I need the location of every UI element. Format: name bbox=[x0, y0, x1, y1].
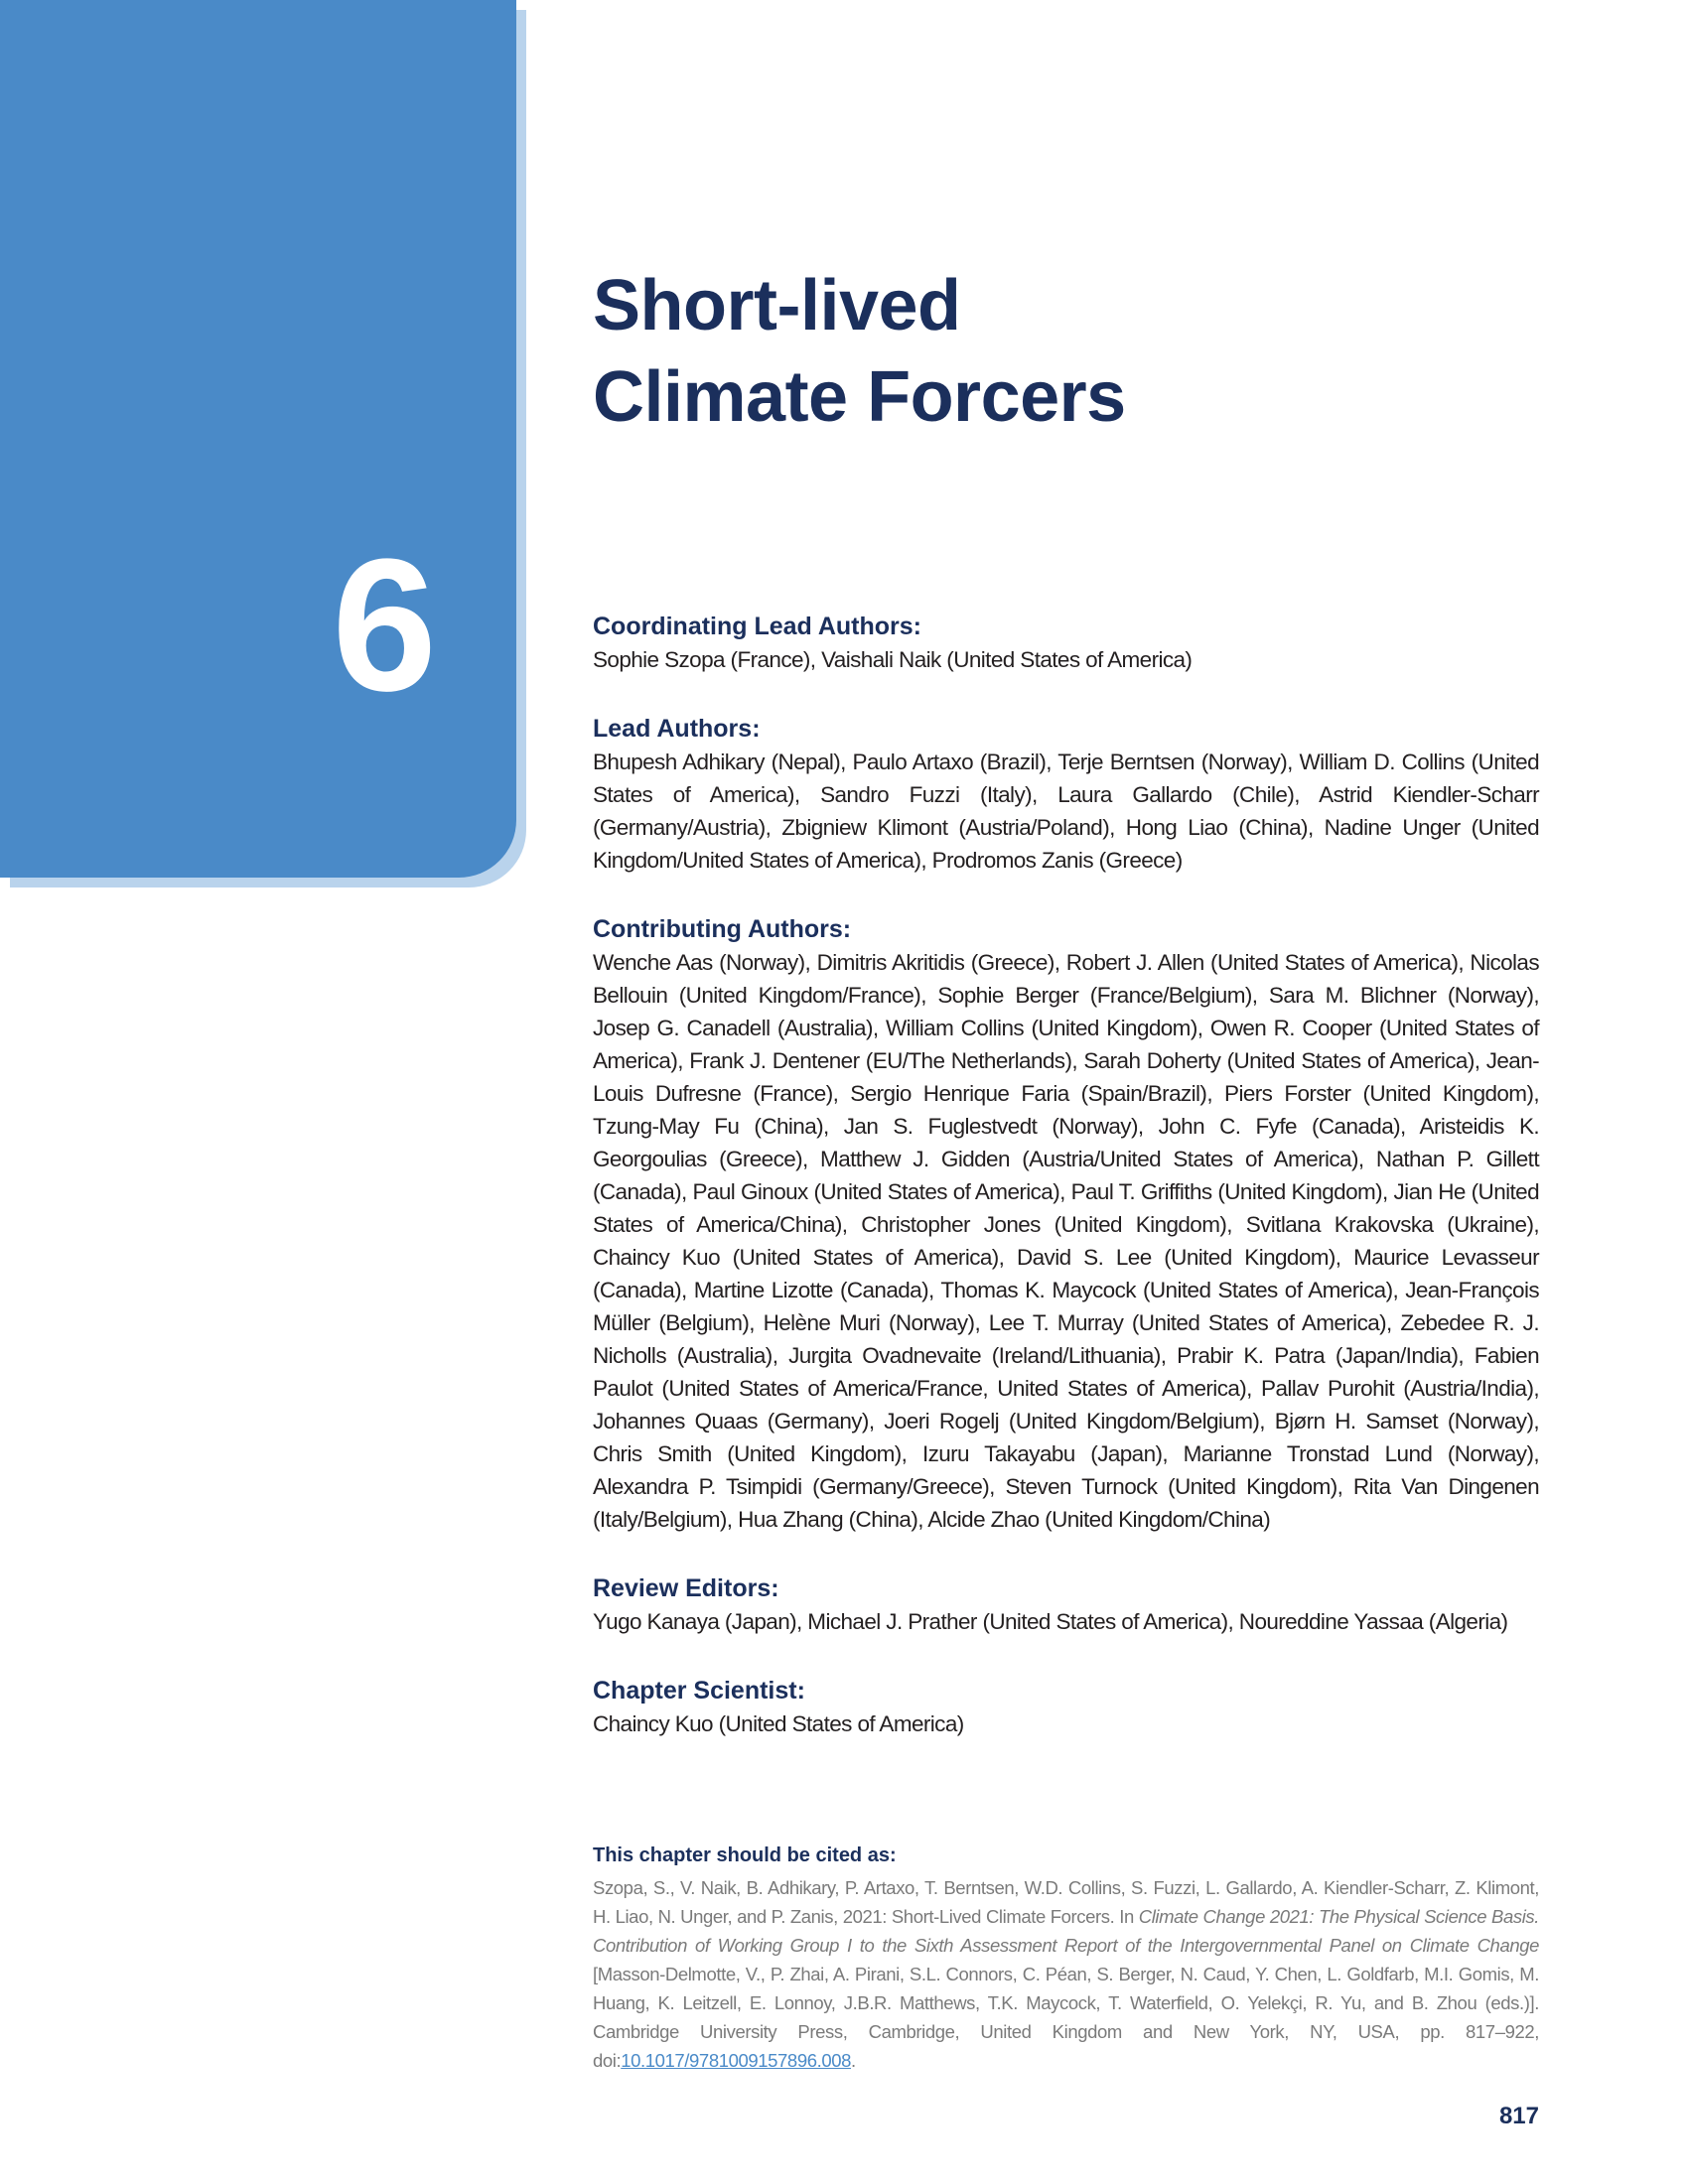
citation-text-part-2: [Masson-Delmotte, V., P. Zhai, A. Pirani, S.L. Connors, C. Péan, S. Berger, N. Caud, Y. Chen, L. Goldfarb, M.I. Gomis, M. Huang, K. Leitzell, E. Lonnoy, J.B.R. Matthews, T.K. Maycock, T. Waterfield, O. Yelekçi, R. Yu, and B. Zhou (eds.)]. Cambridge University Press, Cambridge, United Kingdom and New York, NY, USA, pp. 817–922, doi: bbox=[593, 1964, 1539, 2071]
contributing-authors-heading: Contributing Authors: bbox=[593, 915, 852, 943]
author-list bbox=[593, 610, 1539, 1776]
contributing-authors-text: Wenche Aas (Norway), Dimitris Akritidis (Greece), Robert J. Allen (United States of America), Nicolas Bellouin (United Kingdom/France), Sophie Berger (France/Belgium), Sara M. Blichner (Norway), Josep G. Canadell (Australia), William Collins (United Kingdom), Owen R. Cooper (United States of America), Frank J. Dentener (EU/The Netherlands), Sarah Doherty (United States of America), Jean-Louis Dufresne (France), Sergio Henrique Faria (Spain/Brazil), Piers Forster (United Kingdom), Tzung-May Fu (China), Jan S. Fuglestvedt (Norway), John C. Fyfe (Canada), Aristeidis K. Georgoulias (Greece), Matthew J. Gidden (Austria/United States of America), Nathan P. Gillett (Canada), Paul Ginoux (United States of America), Paul T. Griffiths (United Kingdom), Jian He (United States of America/China), Christopher Jones (United Kingdom), Svitlana Krakovska (Ukraine), Chaincy Kuo (United States of America), David S. Lee (United Kingdom), Maurice Levasseur (Canada), Martine Lizotte (Canada), Thomas K. Maycock (United States of America), Jean-François Müller (Belgium), Helène Muri (Norway), Lee T. Murray (United States of America), Zebedee R. J. Nicholls (Australia), Jurgita Ovadnevaite (Ireland/Lithuania), Prabir K. Patra (Japan/India), Fabien Paulot (United States of America/France, United States of America), Pallav Purohit (Austria/India), Johannes Quaas (Germany), Joeri Rogelj (United Kingdom/Belgium), Bjørn H. Samset (Norway), Chris Smith (United Kingdom), Izuru Takayabu (Japan), Marianne Tronstad Lund (Norway), Alexandra P. Tsimpidi (Germany/Greece), Steven Turnock (United Kingdom), Rita Van Dingenen (Italy/Belgium), Hua Zhang (China), Alcide Zhao (United Kingdom/China) bbox=[593, 950, 1539, 1532]
chapter-title-line-2: Climate Forcers bbox=[593, 357, 1126, 437]
citation-block bbox=[593, 1842, 1539, 2075]
review-editors-text: Yugo Kanaya (Japan), Michael J. Prather (United States of America), Noureddine Yassaa (Algeria) bbox=[593, 1609, 1508, 1634]
chapter-number: 6 bbox=[332, 520, 435, 731]
citation-book-title: Climate Change 2021: The Physical Science Basis. Contribution of Working Group I to the Sixth Assessment Report of the Intergovernmental Panel on Climate Change bbox=[593, 1906, 1539, 1956]
contributing-authors-section bbox=[593, 912, 1539, 1536]
lead-authors-heading: Lead Authors: bbox=[593, 715, 761, 743]
page-number: 817 bbox=[1498, 2103, 1539, 2129]
chapter-title-line-1: Short-lived bbox=[593, 266, 961, 345]
coordinating-lead-authors-heading: Coordinating Lead Authors: bbox=[593, 613, 921, 640]
chapter-scientist-text: Chaincy Kuo (United States of America) bbox=[593, 1711, 964, 1736]
citation-text bbox=[593, 1873, 1539, 2075]
coordinating-lead-authors-text: Sophie Szopa (France), Vaishali Naik (United States of America) bbox=[593, 647, 1193, 672]
chapter-scientist-section bbox=[593, 1674, 1539, 1740]
citation-text-part-1: Szopa, S., V. Naik, B. Adhikary, P. Artaxo, T. Berntsen, W.D. Collins, S. Fuzzi, L. Gallardo, A. Kiendler-Scharr, Z. Klimont, H. Liao, N. Unger, and P. Zanis, 2021: Short-Lived Climate Forcers. In bbox=[593, 1877, 1539, 1927]
review-editors-heading: Review Editors: bbox=[593, 1574, 779, 1602]
chapter-side-tab bbox=[0, 0, 516, 878]
citation-end: . bbox=[851, 2050, 856, 2071]
lead-authors-section bbox=[593, 712, 1539, 877]
review-editors-section bbox=[593, 1571, 1539, 1638]
doi-link[interactable]: 10.1017/9781009157896.008 bbox=[621, 2050, 852, 2071]
lead-authors-text: Bhupesh Adhikary (Nepal), Paulo Artaxo (Brazil), Terje Berntsen (Norway), William D. Collins (United States of America), Sandro Fuzzi (Italy), Laura Gallardo (Chile), Astrid Kiendler-Scharr (Germany/Austria), Zbigniew Klimont (Austria/Poland), Hong Liao (China), Nadine Unger (United Kingdom/United States of America), Prodromos Zanis (Greece) bbox=[593, 750, 1539, 873]
coordinating-lead-authors-section bbox=[593, 610, 1539, 676]
chapter-title bbox=[593, 260, 1126, 443]
citation-heading: This chapter should be cited as: bbox=[593, 1844, 897, 1866]
chapter-scientist-heading: Chapter Scientist: bbox=[593, 1677, 805, 1705]
